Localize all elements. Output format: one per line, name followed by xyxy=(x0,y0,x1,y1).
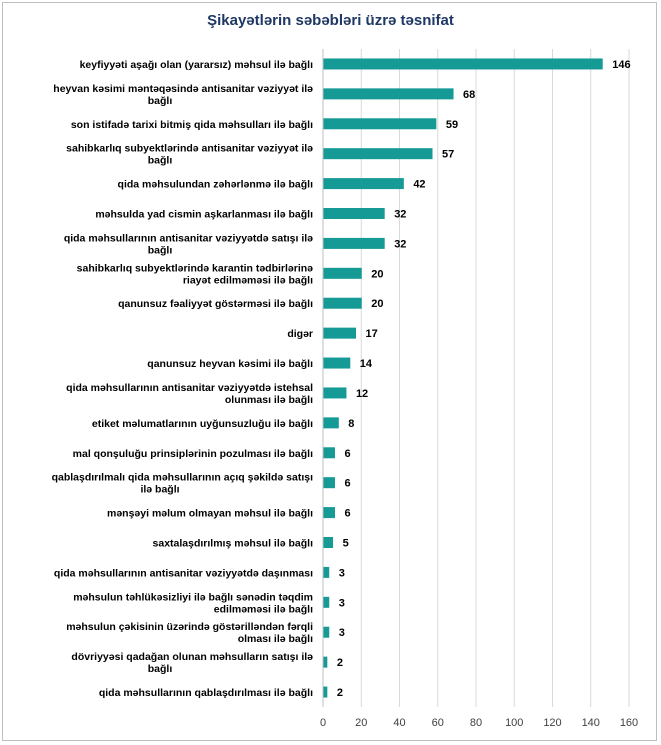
value-label: 2 xyxy=(336,657,343,670)
value-label: 6 xyxy=(344,477,351,490)
bar xyxy=(324,58,603,69)
bar xyxy=(324,118,437,129)
value-label: 3 xyxy=(338,567,345,580)
value-label: 2 xyxy=(336,687,343,700)
value-label: 8 xyxy=(348,417,355,430)
x-tick-label: 20 xyxy=(355,717,368,729)
category-label: qanunsuz fəaliyyət göstərməsi ilə bağlı xyxy=(118,298,313,311)
value-label: 32 xyxy=(394,208,407,221)
bar xyxy=(324,567,330,578)
category-label: dövriyyəsi qadağan olunan məhsulların satışı ilə bağlı xyxy=(71,651,313,676)
bar xyxy=(324,178,404,189)
bar xyxy=(324,358,351,369)
x-tick-label: 120 xyxy=(543,717,562,729)
category-label: etiket məlumatlarının uyğunsuzluğu ilə bağlı xyxy=(91,417,313,430)
bar xyxy=(324,208,385,219)
value-label: 20 xyxy=(371,298,384,311)
x-tick-label: 40 xyxy=(393,717,406,729)
value-label: 14 xyxy=(359,358,373,371)
bar xyxy=(324,238,385,249)
bar xyxy=(324,447,335,458)
category-label: qida məhsullarının antisanitar vəziyyətdə satışı ilə bağlı xyxy=(63,232,313,257)
value-label: 17 xyxy=(365,328,378,341)
category-label: məhsulun təhlükəsizliyi ilə bağlı sənədin təqdim edilməməsi ilə bağlı xyxy=(73,591,313,616)
bar xyxy=(324,298,362,309)
x-tick-label: 60 xyxy=(431,717,444,729)
category-label: sahibkarlıq subyektlərində antisanitar vəziyyət ilə bağlı xyxy=(66,142,313,167)
bar xyxy=(324,268,362,279)
category-label: qida məhsullarının qablaşdırılması ilə bağlı xyxy=(98,687,313,700)
category-label: mal qonşuluğu prinsiplərinin pozulması ilə bağlı xyxy=(72,447,313,460)
category-label: qablaşdırılmalı qida məhsullarının açıq şəkildə satışı ilə bağlı xyxy=(51,471,313,496)
bar xyxy=(324,328,357,339)
bar xyxy=(324,597,330,608)
x-tick-label: 140 xyxy=(581,717,600,729)
value-label: 6 xyxy=(344,447,351,460)
bar xyxy=(324,477,335,488)
bar xyxy=(324,148,433,159)
value-label: 59 xyxy=(445,118,459,131)
category-label: məhsulda yad cismin aşkarlanması ilə bağlı xyxy=(95,208,313,221)
bar xyxy=(324,537,334,548)
value-label: 20 xyxy=(371,268,384,281)
bar xyxy=(324,657,328,668)
bar xyxy=(324,687,328,698)
value-label: 5 xyxy=(342,537,349,550)
category-label: son istifadə tarixi bitmiş qida məhsulları ilə bağlı xyxy=(70,118,313,131)
value-label: 57 xyxy=(442,148,455,161)
value-label: 12 xyxy=(355,387,369,400)
value-label: 146 xyxy=(612,58,631,71)
category-label: qida məhsullarının antisanitar vəziyyətdə daşınması xyxy=(53,567,313,580)
category-label: məhsulun çəkisinin üzərində göstərilləndən fərqli olması ilə bağlı xyxy=(66,621,313,646)
category-label: keyfiyyəti aşağı olan (yararsız) məhsul ilə bağlı xyxy=(79,58,313,71)
x-tick-label: 0 xyxy=(319,717,327,729)
category-label: digər xyxy=(287,328,313,341)
value-label: 32 xyxy=(394,238,407,251)
value-label: 68 xyxy=(463,88,476,101)
category-label: sahibkarlıq subyektlərində karantin tədbirlərinə riayət edilməməsi ilə bağlı xyxy=(76,262,313,287)
chart-title: Şikayətlərin səbəbləri üzrə təsnifat xyxy=(207,12,454,29)
value-label: 6 xyxy=(344,507,351,520)
category-label: mənşəyi məlum olmayan məhsul ilə bağlı xyxy=(107,507,313,520)
bar xyxy=(324,417,339,428)
x-tick-label: 80 xyxy=(469,717,483,729)
bar xyxy=(324,627,330,638)
category-label: qanunsuz heyvan kəsimi ilə bağlı xyxy=(147,358,313,371)
x-tick-label: 160 xyxy=(619,717,639,729)
value-label: 42 xyxy=(413,178,426,191)
category-label: qida məhsulundan zəhərlənmə ilə bağlı xyxy=(117,178,313,191)
value-label: 3 xyxy=(338,627,345,640)
category-label: heyvan kəsimi məntəqəsində antisanitar vəziyyət ilə bağlı xyxy=(53,82,313,107)
x-tick-label: 100 xyxy=(505,717,524,729)
bar xyxy=(324,387,347,398)
value-label: 3 xyxy=(338,597,345,610)
bar xyxy=(324,507,335,518)
category-label: qida məhsullarının antisanitar vəziyyətdə istehsal olunması ilə bağlı xyxy=(66,381,313,406)
category-label: saxtalaşdırılmış məhsul ilə bağlı xyxy=(152,537,313,550)
bar xyxy=(324,88,454,99)
